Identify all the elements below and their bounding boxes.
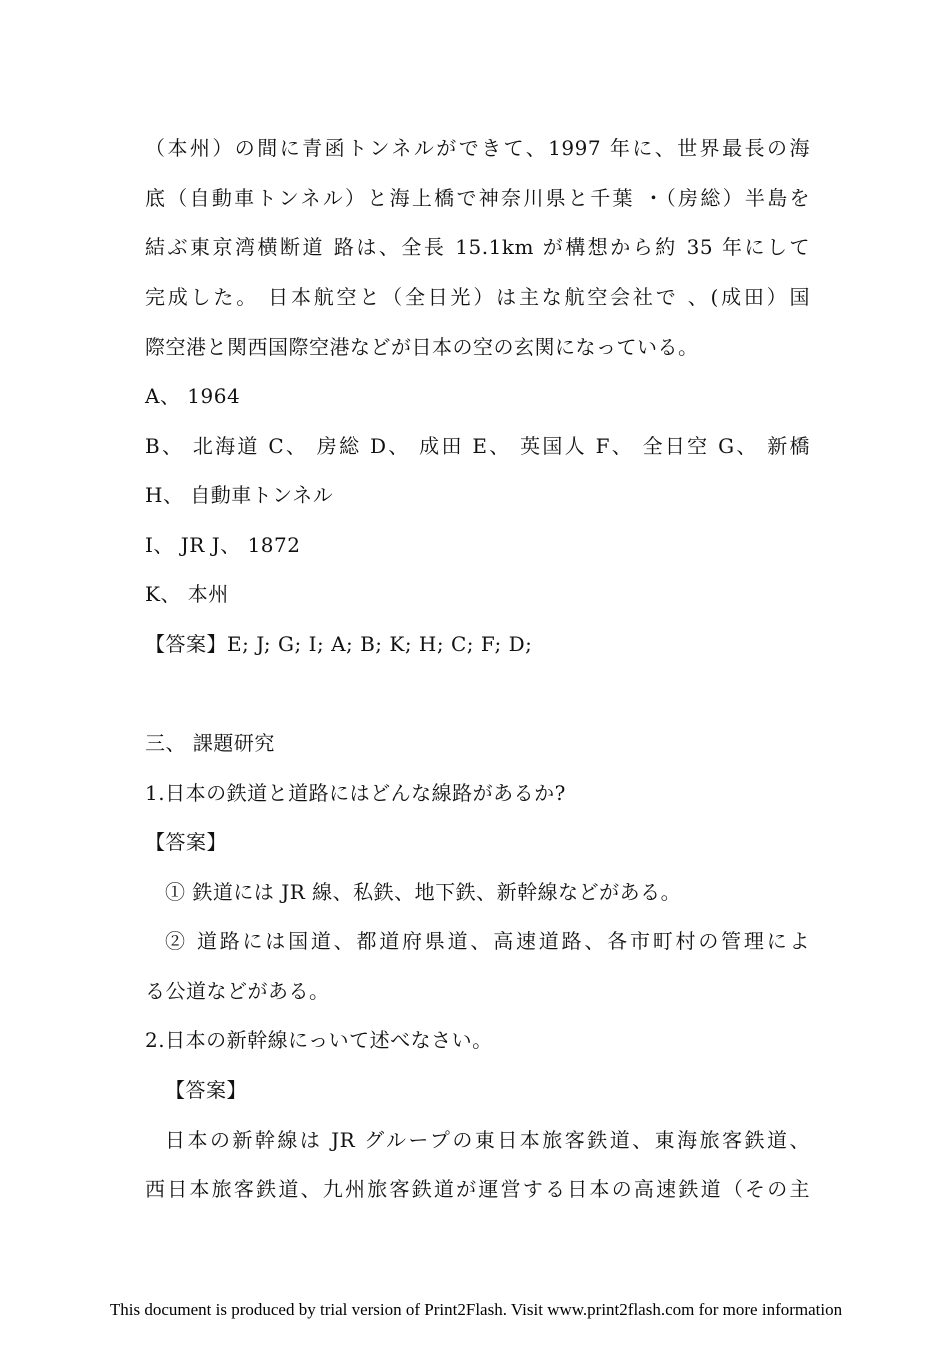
question-2: 2.日本の新幹線にっいて述べなさい。 [145, 1028, 493, 1052]
answer-2-line-1: 日本の新幹線は JR グループの東日本旅客鉄道、東海旅客鉄道、 [165, 1128, 810, 1152]
paragraph-line-3: 結ぶ東京湾横断道 路は、全長 15.1km が構想から約 35 年にして [145, 235, 810, 259]
answer-1-label: 【答案】 [145, 830, 227, 854]
paragraph-line-2: 底（自動車トンネル）と海上橋で神奈川県と千葉 ・（房総）半島を [145, 186, 810, 210]
option-line-i-j: I、 JR J、 1872 [145, 533, 301, 557]
option-line-h: H、 自動車トンネル [145, 483, 334, 507]
trial-watermark-footer: This document is produced by trial version of Print2Flash. Visit www.print2flash.com for more information [109, 1300, 843, 1319]
answer-key: 【答案】E; J; G; I; A; B; K; H; C; F; D; [145, 632, 533, 656]
answer-1-item-1: ① 鉄道には JR 線、私鉄、地下鉄、新幹線などがある。 [165, 880, 682, 904]
answer-1-item-2-line-2: る公道などがある。 [145, 979, 330, 1003]
question-1: 1.日本の鉄道と道路にはどんな線路があるか? [145, 781, 566, 805]
option-line-k: K、 本州 [145, 582, 229, 606]
answer-1-item-2-line-1: ② 道路には国道、都道府県道、高速道路、各市町村の管理によ [165, 929, 810, 953]
option-line-a: A、 1964 [145, 384, 241, 408]
answer-2-label: 【答案】 [165, 1078, 247, 1102]
paragraph-line-4: 完成した。 日本航空と（全日光）は主な航空会社で 、(成田）国 [145, 285, 810, 309]
answer-2-line-2: 西日本旅客鉄道、九州旅客鉄道が運営する日本の高速鉄道（その主 [145, 1177, 810, 1201]
paragraph-line-1: （本州）の間に青函トンネルができて、1997 年に、世界最長の海 [145, 136, 810, 160]
paragraph-line-5: 際空港と関西国際空港などが日本の空の玄関になっている。 [145, 335, 699, 359]
section-title: 三、 課題研究 [145, 731, 275, 755]
option-line-b-g: B、 北海道 C、 房総 D、 成田 E、 英国人 F、 全日空 G、 新橋 [145, 434, 810, 458]
